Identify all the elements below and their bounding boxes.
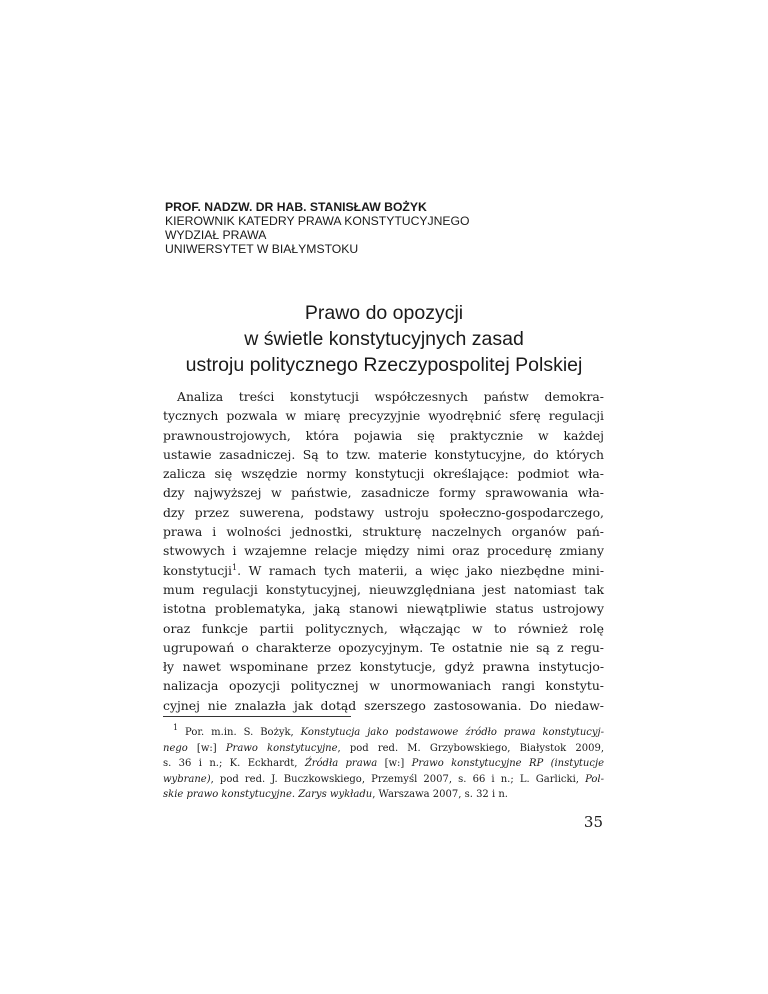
body-line: istotna problematyka, jaką stanowi niewątpliwie status ustrojowy	[163, 601, 604, 617]
body-paragraph	[163, 387, 604, 715]
title-line: Prawo do opozycji	[304, 302, 464, 324]
footnote-marker: 1	[173, 723, 179, 732]
body-line: prawnoustrojowych, która pojawia się praktycznie w każdej	[163, 427, 604, 443]
body-line: dzy najwyższej w państwie, zasadnicze formy sprawowania wła-	[163, 485, 604, 501]
body-line: ły nawet wspominane przez konstytucje, gdyż prawna instytucjo-	[163, 659, 604, 675]
title-line: w świetle konstytucyjnych zasad	[244, 328, 524, 350]
page-number: 35	[583, 813, 603, 831]
footnote-line	[163, 741, 604, 757]
footnote-title: Prawo konstytucyjne	[225, 742, 338, 754]
footnote-title: Pol-	[585, 773, 604, 785]
body-line: Analiza treści konstytucji współczesnych państw demokra-	[177, 389, 604, 404]
body-line: zalicza się wszędzie normy konstytucji określające: podmiot wła-	[163, 466, 604, 482]
footnote-title: Konstytucja jako podstawowe źródło prawa konstytucyj-	[300, 727, 604, 738]
author-affiliation-line: WYDZIAŁ PRAWA	[165, 228, 267, 242]
footnote-title: skie prawo konstytucyjne. Zarys wykładu	[163, 789, 373, 800]
footnote-text: s. 36 i n.; K. Eckhardt,	[163, 758, 305, 769]
footnote-line	[163, 756, 604, 772]
body-line	[163, 561, 604, 580]
footnote-divider	[163, 716, 351, 717]
footnote-text: [w:]	[187, 742, 226, 754]
author-block	[165, 200, 625, 256]
author-name: PROF. NADZW. DR HAB. STANISŁAW BOŻYK	[165, 200, 427, 214]
title-line: ustroju politycznego Rzeczypospolitej Polskiej	[185, 354, 583, 376]
footnote-text: Por. m.in. S. Bożyk,	[185, 727, 301, 738]
body-line: dzy przez suwerena, podstawy ustroju społeczno-gospodarczego,	[163, 504, 604, 520]
body-line: tycznych pozwala w miarę precyzyjnie wyodrębnić sferę regulacji	[163, 408, 604, 424]
body-line: cyjnej nie znalazła jak dotąd szerszego zastosowania. Do niedaw-	[163, 697, 604, 713]
footnote-line	[163, 787, 604, 803]
footnote-line	[163, 725, 604, 741]
footnote-title: Prawo konstytucyjne RP (instytucje	[411, 758, 604, 769]
footnote	[163, 725, 604, 803]
footnote-text: , Warszawa 2007, s. 32 i n.	[372, 789, 508, 800]
author-affiliation-line: KIEROWNIK KATEDRY PRAWA KONSTYTUCYJNEGO	[165, 214, 470, 228]
author-affiliation-line: UNIWERSYTET W BIAŁYMSTOKU	[165, 242, 359, 256]
footnote-title: Źródła prawa	[304, 758, 378, 769]
body-line: nalizacja opozycji politycznej w unormowaniach rangi konstytu-	[163, 678, 604, 694]
footnote-title: wybrane)	[163, 773, 211, 785]
body-line: prawa i wolności jednostki, strukturę naczelnych organów pań-	[163, 524, 604, 540]
body-line: stwowych i wzajemne relacje między nimi oraz procedurę zmiany	[163, 543, 604, 559]
body-line: oraz funkcje partii politycznych, włączając w to również rolę	[163, 620, 604, 636]
body-line: ugrupowań o charakterze opozycyjnym. Te ostatnie nie są z regu-	[163, 639, 604, 655]
footnote-text: , pod red. M. Grzybowskiego, Białystok 2009,	[337, 742, 605, 754]
body-text-segment: . W ramach tych materii, a więc jako niezbędne mini-	[237, 562, 604, 578]
footnote-text: [w:]	[377, 758, 412, 769]
footnote-reference[interactable]: 1	[232, 562, 238, 572]
body-line: ustawie zasadniczej. Są to tzw. materie konstytucyjne, do których	[163, 446, 604, 462]
footnote-text: , pod red. J. Buczkowskiego, Przemyśl 2007, s. 66 i n.; L. Garlicki,	[210, 773, 586, 785]
body-text-segment: konstytucji	[163, 562, 232, 578]
footnote-line	[163, 772, 604, 788]
article-title	[130, 300, 638, 378]
footnote-title: nego	[163, 742, 188, 754]
body-line: mum regulacji konstytucyjnej, nieuwzględniana jest natomiast tak	[163, 581, 604, 597]
